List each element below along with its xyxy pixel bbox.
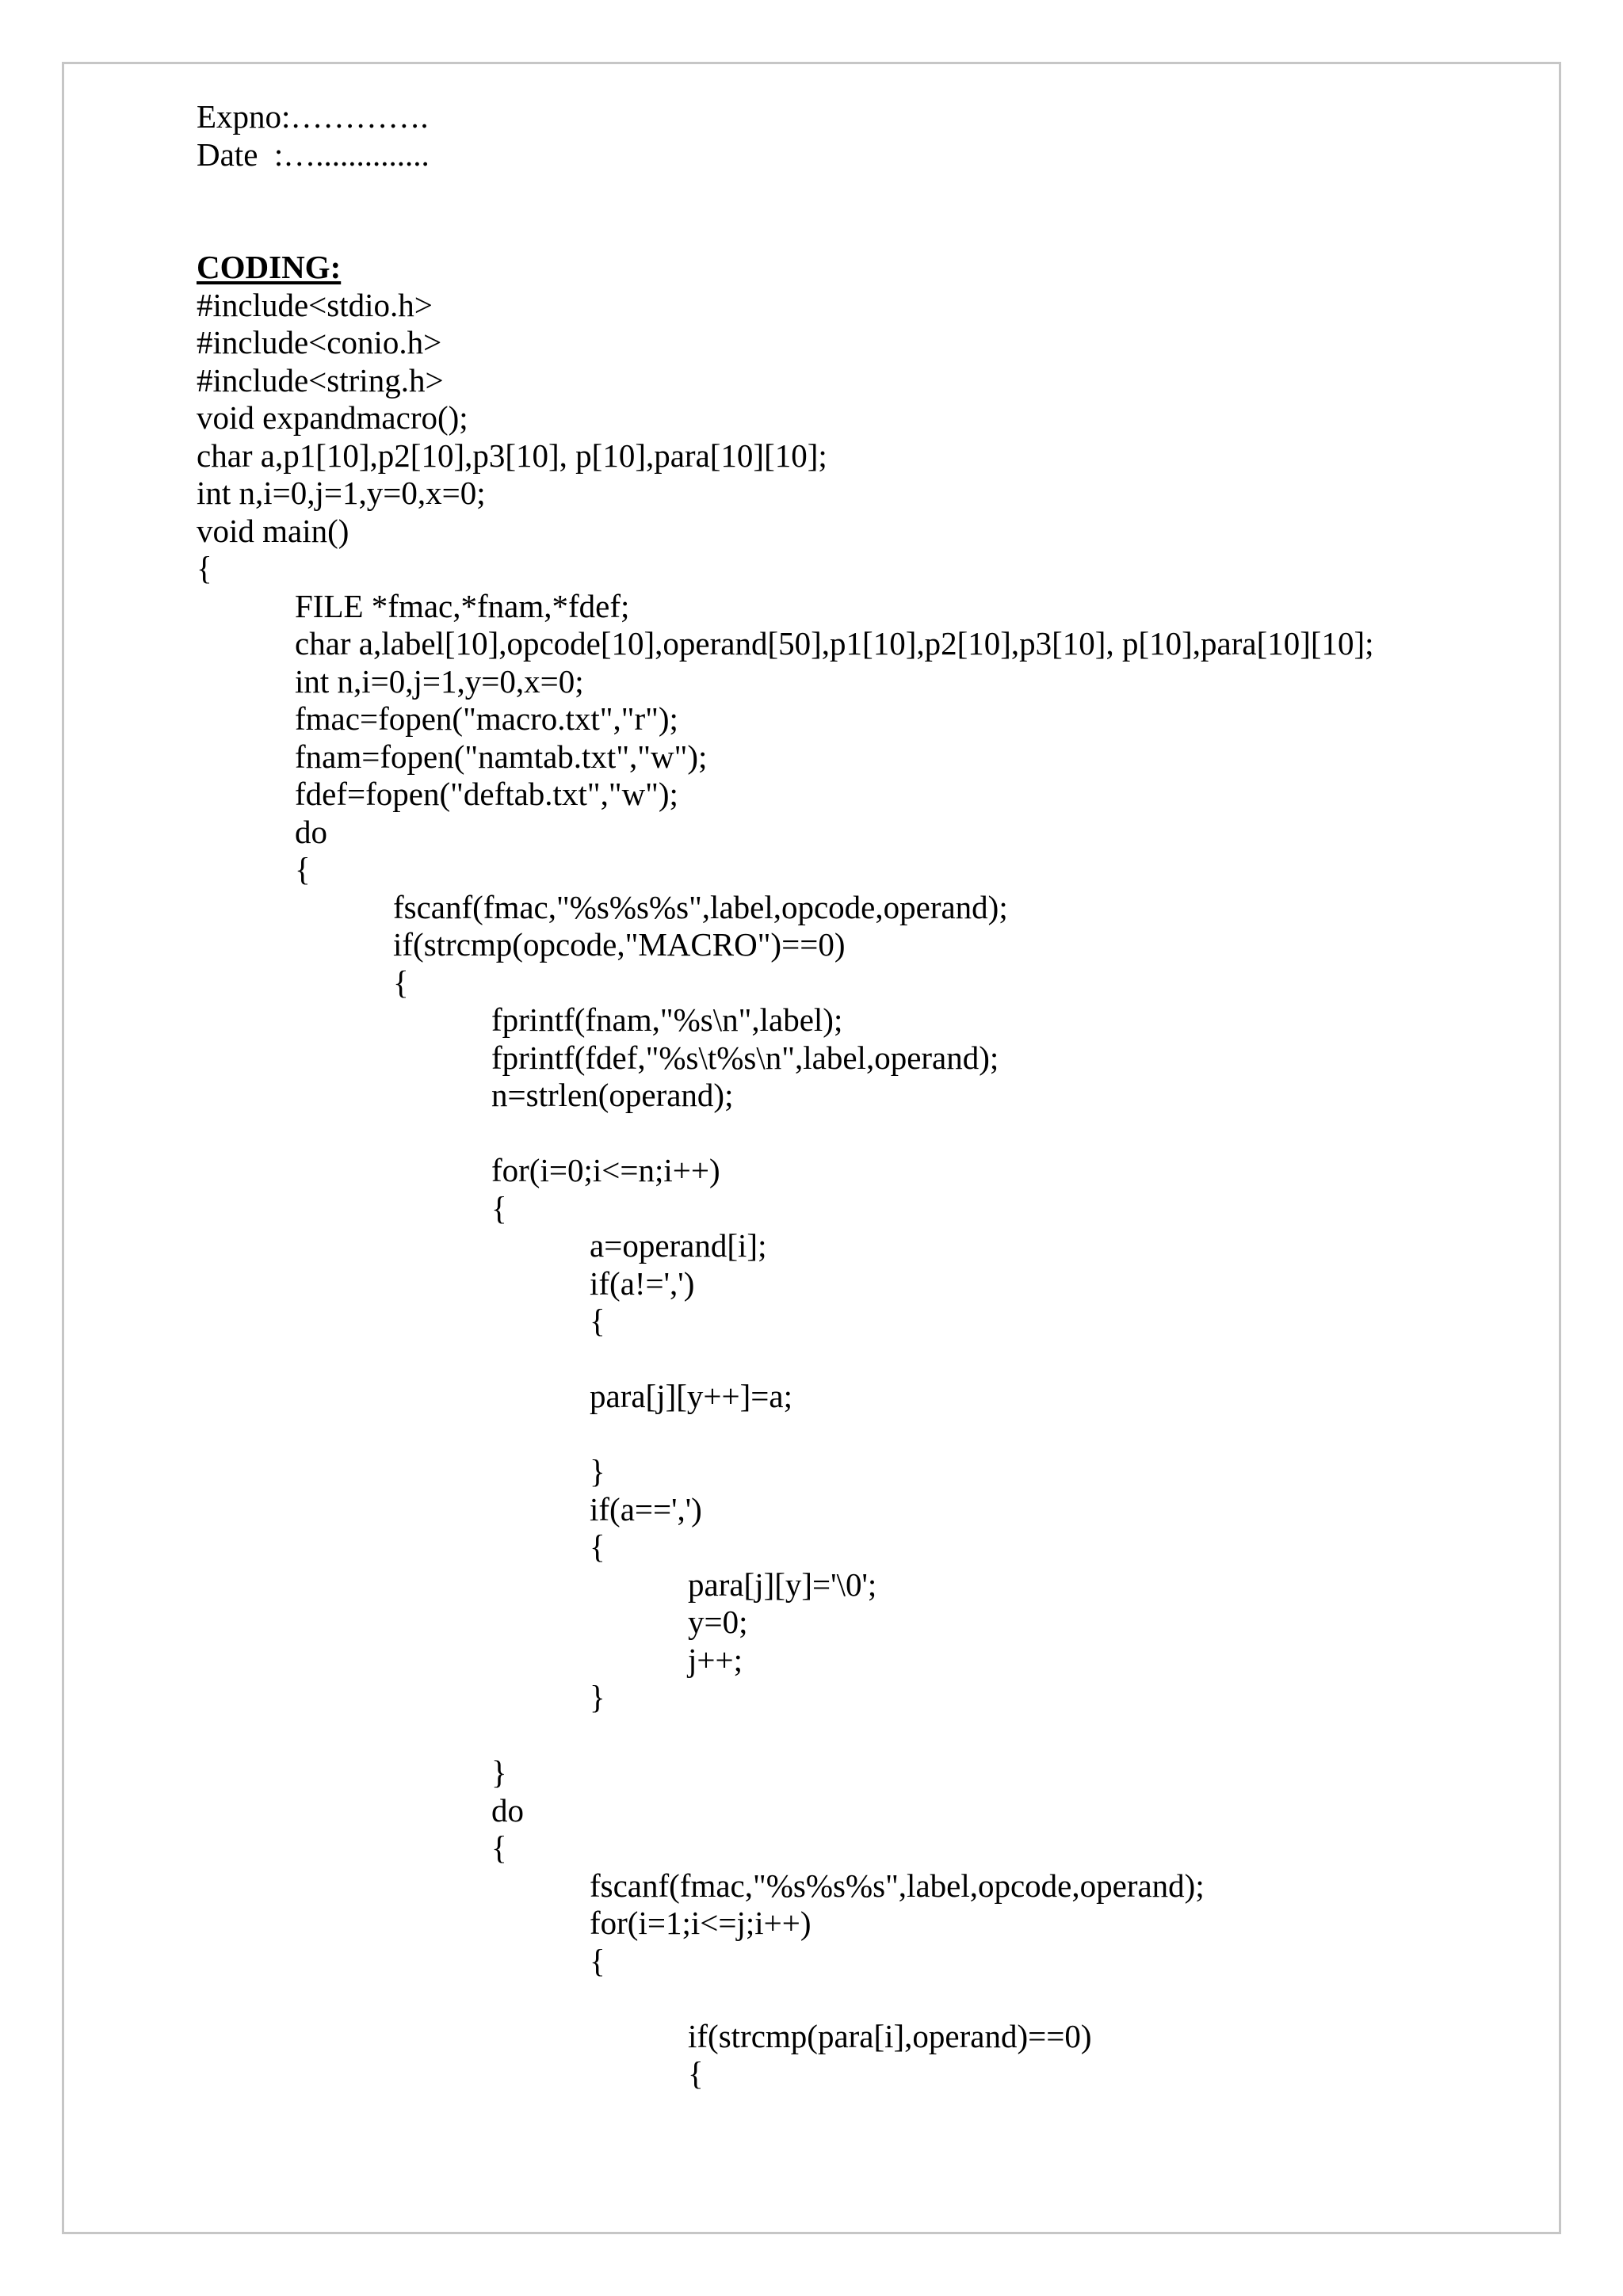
code-line: a=operand[i]; — [197, 1227, 767, 1264]
code-line: #include<conio.h> — [197, 324, 442, 360]
code-line: fnam=fopen("namtab.txt","w"); — [197, 738, 708, 775]
code-line: fmac=fopen("macro.txt","r"); — [197, 700, 678, 737]
code-line: do — [197, 813, 327, 850]
code-line: fscanf(fmac,"%s%s%s",label,opcode,operand); — [197, 1867, 1205, 1904]
blank-line — [197, 212, 1544, 250]
code-line: int n,i=0,j=1,y=0,x=0; — [197, 662, 584, 700]
code-line: if(a==',') — [197, 1490, 702, 1527]
code-line: if(strcmp(opcode,"MACRO")==0) — [197, 926, 846, 963]
code-line: char a,label[10],opcode[10],operand[50],p1[10],p2[10],p3[10], p[10],para[10][10]; — [197, 625, 1374, 662]
code-line: for(i=1;i<=j;i++) — [197, 1905, 812, 1941]
code-line: } — [197, 1453, 605, 1489]
code-line: if(a!=',') — [197, 1264, 695, 1302]
code-line: for(i=0;i<=n;i++) — [197, 1152, 720, 1188]
code-line: { — [197, 1942, 605, 1979]
blank-line — [197, 1717, 1544, 1755]
date-line: Date :….............. — [197, 135, 430, 173]
code-line: j++; — [197, 1641, 743, 1678]
code-line: { — [197, 1189, 507, 1226]
code-line: char a,p1[10],p2[10],p3[10], p[10],para[10][10]; — [197, 437, 827, 474]
code-line: { — [197, 2055, 704, 2092]
code-line: { — [197, 963, 409, 1001]
code-line: FILE *fmac,*fnam,*fdef; — [197, 587, 630, 624]
code-block — [197, 287, 1544, 2093]
blank-line — [197, 1980, 1544, 2018]
expno-line: Expno:…………. — [197, 98, 429, 135]
code-line: if(strcmp(para[i],operand)==0) — [197, 2017, 1092, 2054]
code-line: #include<string.h> — [197, 361, 444, 399]
code-line: } — [197, 1679, 605, 1715]
code-line: int n,i=0,j=1,y=0,x=0; — [197, 475, 486, 511]
code-line: para[j][y++]=a; — [197, 1378, 793, 1414]
blank-line — [197, 174, 1544, 212]
blank-line — [197, 1115, 1544, 1153]
code-line: void main() — [197, 512, 349, 549]
code-line: n=strlen(operand); — [197, 1077, 734, 1113]
document-body — [197, 98, 1544, 2093]
code-line: do — [197, 1791, 524, 1829]
code-line: { — [197, 1302, 605, 1339]
code-line: fprintf(fdef,"%s\t%s\n",label,operand); — [197, 1039, 999, 1076]
code-line: #include<stdio.h> — [197, 286, 433, 323]
code-line: fscanf(fmac,"%s%s%s",label,opcode,operand); — [197, 888, 1008, 925]
code-line: { — [197, 550, 212, 586]
code-line: } — [197, 1754, 507, 1791]
code-line: { — [197, 1528, 605, 1565]
coding-heading: CODING: — [197, 249, 342, 285]
code-line: y=0; — [197, 1604, 748, 1640]
code-line: fdef=fopen("deftab.txt","w"); — [197, 776, 678, 812]
code-line: para[j][y]='\0'; — [197, 1566, 877, 1603]
code-line: { — [197, 851, 311, 887]
code-line: { — [197, 1829, 507, 1866]
blank-line — [197, 1416, 1544, 1454]
code-line: fprintf(fnam,"%s\n",label); — [197, 1001, 843, 1038]
blank-line — [197, 1341, 1544, 1379]
code-line: void expandmacro(); — [197, 399, 468, 436]
